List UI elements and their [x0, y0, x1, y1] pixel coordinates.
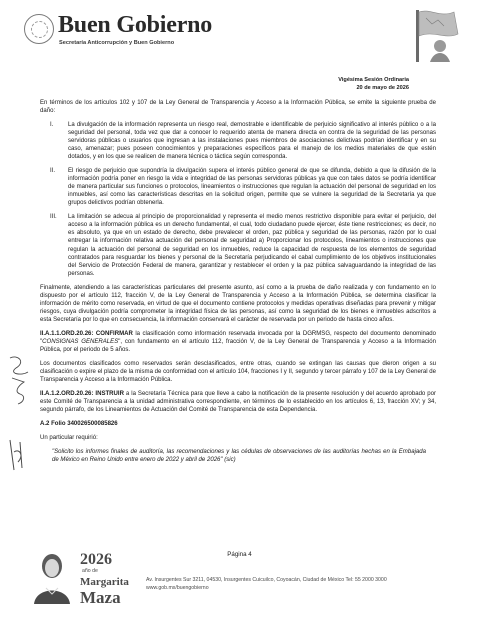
header: [24, 12, 464, 64]
portrait-illustration-icon: [30, 548, 74, 604]
brand-title: Buen Gobierno: [58, 12, 213, 38]
resolution-instruct: [40, 390, 436, 414]
finally-paragraph: Finalmente, atendiendo a las características particulares del presente asunto, así como a la prueba de daño realizada y con fundamento en lo dispuesto por el artículo 112, fracción V, de la Ley General de Transparencia y Acceso a la Información Pública, se determina clasificar la información de mérito como reservada, en virtud de que el documento contiene protocolos y medidas operativas diseñadas para prevenir y mitigar riesgos, cuya divulgación podría comprometer la integridad física de las personas, así como la seguridad de los bienes e inmuebles adscritos a esta Secretaría por lo que en consecuencia, la información conservará el carácter de reservada por un periodo de hasta cinco años.: [40, 284, 436, 323]
footer-address: [146, 577, 387, 592]
footer-logo: [30, 548, 140, 610]
session-title: Vigésima Sesión Ordinaria: [338, 77, 409, 83]
resolution-code: II.A.1.2.ORD.20.26:: [40, 390, 94, 397]
government-seal-icon: [24, 14, 54, 44]
resolution-text: ", con fundamento en el artículo 112, fracción V, de la Ley General de Transparencia y Acceso a la Información Pública, por el periodo de 5 años.: [40, 338, 436, 353]
list-item: [40, 213, 436, 277]
resolution-text: la clasificación como información reservada invocada por la DGRMSG, respecto del documento denominado ": [40, 330, 436, 345]
footer-name-first: Margarita: [80, 576, 129, 588]
flag-illustration-icon: [410, 6, 464, 64]
intro-paragraph: En términos de los artículos 102 y 107 de la Ley General de Transparencia y Acceso a la Información Pública, se emite la siguiente prueba de daño:: [40, 100, 436, 115]
resolution-keyword: INSTRUIR: [95, 390, 124, 397]
address-line: Av. Insurgentes Sur 3211, 04530, Insurgentes Cuicuilco, Coyoacán, Ciudad de México Tel: 55 2000 3000: [146, 577, 387, 583]
item-text: El riesgo de perjuicio que supondría la divulgación supera el interés público general de que se difunda, debido a que la difusión de la información podría poner en riesgo la vida e integridad de las personas servidoras públicas ya que con tales datos se podría identificar de manera particular sus funciones o protocolos, lineamientos o instrucciones que regulan la actuación del personal de seguridad en los inmuebles, así como las características descritas en la solicitud origen, permite que se vulnere la seguridad de la Secretaría ya que grupos delictivos podrían obtenerla.: [68, 168, 436, 207]
request-quote: "Solicito los informes finales de auditoría, las recomendaciones y las cédulas de observaciones de las auditorías hechas en la Embajada de México en Reino Unido entre enero de 2022 y abril de 2026" (sic): [52, 449, 426, 464]
document-name: CONSIGNAS GENERALES: [42, 338, 119, 345]
requirement-intro: Un particular requirió:: [40, 435, 98, 442]
folio-heading: A.2 Folio 340026500085826: [40, 421, 118, 428]
resolution-confirm: [40, 330, 436, 354]
declassification-paragraph: Los documentos clasificados como reservados serán desclasificados, entre otras, cuando se extingan las causas que dieron origen a su clasificación o expire el plazo de la misma de conformidad con el artículo 104, fracciones I y II, segundo y tercer párrafo y 107 de la Ley General de Transparencia y Acceso a la Información Pública.: [40, 360, 436, 383]
footer-year: 2026: [80, 551, 112, 568]
item-number: III.: [50, 214, 57, 221]
item-text: La limitación se adecua al principio de proporcionalidad y representa el medio menos restrictivo disponible para evitar el perjuicio, del acceso a la información pública es un derecho fundamental, el cual, todo ciudadano puede ejercer, éste tiene restricciones; es decir, no es absoluto, ya que en un estado de derecho, debe prevalecer el orden, paz pública y seguridad de las personas, razón por lo cual entregar la información relativa actuación del personal de seguridad a) Proporcionar los protocolos, lineamientos o instrucciones que regulan la actuación del personal de seguridad en los inmuebles, reduce la capacidad de respuesta de los elementos de seguridad contratados para resguardar los bienes y personal de la Secretaría perjudicando el cabal cumplimiento de los objetivos institucionales del Servicio de Protección Federal de manera, garantizar y restablecer el orden y la paz pública salvaguardando la integridad de las personas.: [68, 214, 436, 277]
list-item: [40, 121, 436, 161]
page-number: Página 4: [227, 551, 252, 558]
website-link[interactable]: www.gob.mx/buengobierno: [146, 584, 209, 591]
item-text: La divulgación de la información representa un riesgo real, demostrable e identificable de perjuicio significativo al interés público o a la seguridad del personal, toda vez que dar a conocer lo requerido atenta de manera directa en contra de la seguridad de las personas servidoras públicas o usuarios que ingresan a las instalaciones pues miembros de asociaciones delictivas podrían identificar y en su caso, amenazar; pues poseen conocimientos y preparaciones específicos para el manejo de los medios materiales de que estén dotados, y en los que se realicen de manera técnica o táctica según corresponda.: [68, 122, 436, 161]
item-number: I.: [50, 122, 54, 129]
session-date: 20 de mayo de 2026: [356, 84, 409, 91]
brand-subtitle: Secretaría Anticorrupción y Buen Gobierno: [59, 40, 175, 46]
resolution-code: II.A.1.1.ORD.20.26:: [40, 330, 94, 337]
footer-name-last: Maza: [80, 588, 121, 607]
item-number: II.: [50, 168, 56, 175]
session-info: [338, 77, 409, 92]
margin-signature-marks: [4, 352, 34, 482]
document-body: [40, 99, 436, 470]
footer-year-of: año de: [82, 568, 98, 574]
list-item: [40, 167, 436, 207]
resolution-text: a la Secretaría Técnica para que lleve a cabo la notificación de la presente resolución y del acuerdo aprobado por este Comité de Transparencia a la unidad administrativa correspondiente, en términos de lo establecido en los artículos 6, 13, fracción XV; y 34, segundo párrafo, de los Lineamientos de Actuación del Comité de Transparencia de esta Dependencia.: [40, 390, 436, 414]
resolution-keyword: CONFIRMAR: [95, 330, 133, 337]
